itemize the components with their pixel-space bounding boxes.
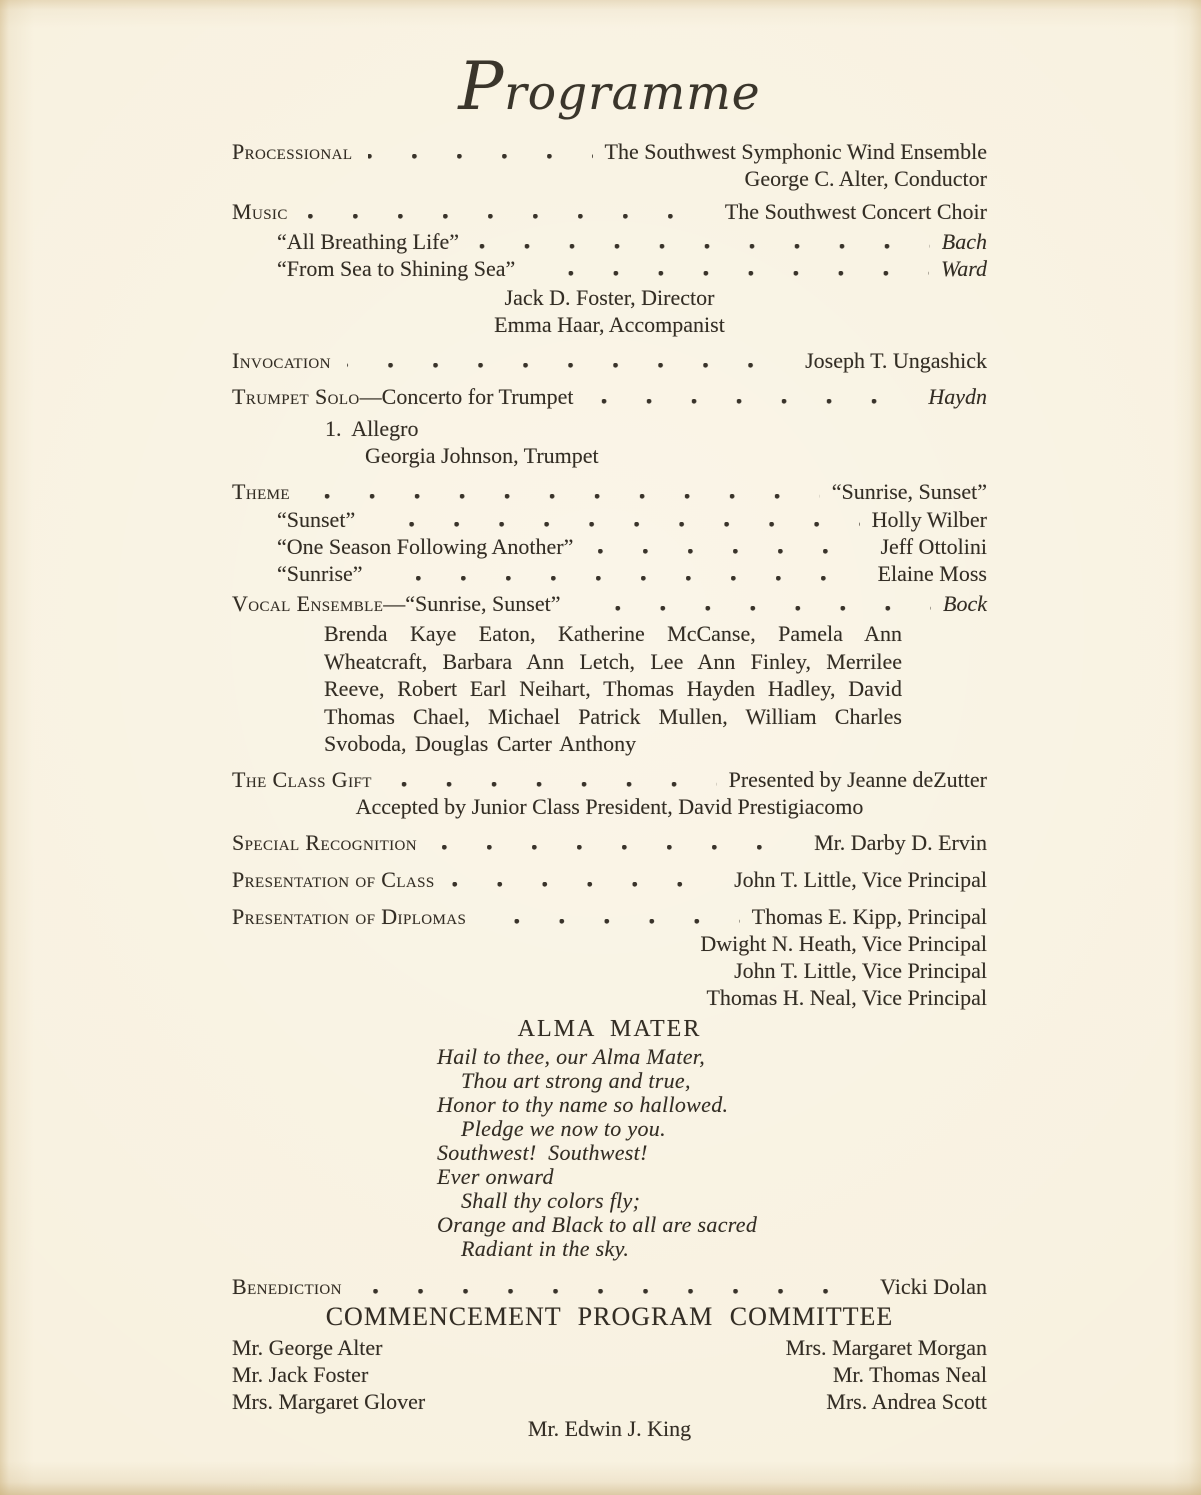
verse-line: Thou art strong and true, bbox=[461, 1067, 691, 1093]
theme-item-row bbox=[232, 560, 987, 587]
class-gift-accepted: Accepted by Junior Class President, David Prestigiacomo bbox=[355, 793, 864, 819]
dot-leader bbox=[417, 829, 814, 856]
committee-member-center: Mr. Edwin J. King bbox=[527, 1415, 692, 1441]
committee-member: Mr. Jack Foster bbox=[232, 1361, 369, 1387]
theme-item-title: “Sunrise” bbox=[277, 561, 363, 586]
committee-member: Mr. Thomas Neal bbox=[832, 1361, 987, 1387]
dot-leader bbox=[573, 533, 880, 560]
dot-leader bbox=[352, 138, 604, 165]
row-label: Invocation bbox=[232, 348, 331, 373]
dot-leader bbox=[435, 866, 735, 893]
row-value: Mr. Darby D. Ervin bbox=[814, 829, 987, 855]
row-label: Processional bbox=[232, 139, 353, 164]
verse-line: Radiant in the sky. bbox=[461, 1235, 630, 1261]
row-label: Special Recognition bbox=[232, 829, 417, 855]
verse-line: Southwest! Southwest! bbox=[437, 1139, 648, 1165]
dot-leader bbox=[363, 560, 878, 587]
row-label-detail: —Concerto for Trumpet bbox=[359, 384, 574, 409]
program-row-trumpet-solo bbox=[232, 383, 987, 410]
row-label: Theme bbox=[232, 479, 290, 504]
processional-conductor: George C. Alter, Conductor bbox=[744, 166, 987, 191]
piece-title: “All Breathing Life” bbox=[277, 229, 460, 254]
row-value: Bock bbox=[943, 591, 987, 616]
row-value: John T. Little, Vice Principal bbox=[734, 866, 987, 892]
committee-member: Mrs. Margaret Morgan bbox=[785, 1334, 987, 1360]
verse-line: Orange and Black to all are sacred bbox=[437, 1211, 758, 1237]
piece-composer: Ward bbox=[940, 256, 987, 281]
row-label: Vocal Ensemble bbox=[232, 591, 384, 616]
page-title: Programme bbox=[458, 47, 761, 125]
theme-item-person: Holly Wilber bbox=[871, 507, 987, 532]
row-value: The Southwest Concert Choir bbox=[724, 199, 987, 224]
committee-member: Mrs. Margaret Glover bbox=[232, 1388, 426, 1414]
row-label: Trumpet Solo bbox=[232, 384, 360, 409]
verse-line: Shall thy colors fly; bbox=[461, 1187, 641, 1213]
vocal-ensemble-members: Brenda Kaye Eaton, Katherine McCanse, Pamela Ann Wheatcraft, Barbara Ann Letch, Lee Ann Finley, Merrilee Reeve, Robert Earl Neihart, Thomas Hayden Hadley, David Thomas Chael, Michael Patrick Mullen, William Charles Svoboda, Douglas Carter Anthony bbox=[324, 621, 902, 756]
program-row-benediction bbox=[232, 1273, 987, 1300]
dot-leader bbox=[290, 478, 832, 505]
row-label: Benediction bbox=[232, 1273, 342, 1299]
committee-columns bbox=[232, 1334, 987, 1415]
trumpet-performer: Georgia Johnson, Trumpet bbox=[365, 443, 599, 468]
row-label: Music bbox=[232, 199, 288, 224]
music-credit: Jack D. Foster, Director bbox=[504, 285, 715, 310]
dot-leader bbox=[459, 228, 942, 255]
piece-composer: Bach bbox=[941, 229, 987, 254]
row-label-detail: —“Sunrise, Sunset” bbox=[383, 591, 561, 616]
alma-mater-verse bbox=[437, 1045, 987, 1261]
program-row-class-gift bbox=[232, 766, 987, 793]
music-credit: Emma Haar, Accompanist bbox=[494, 312, 725, 337]
row-label: The Class Gift bbox=[232, 766, 372, 792]
row-value: Haydn bbox=[928, 384, 987, 409]
piece-title: “From Sea to Shining Sea” bbox=[277, 256, 516, 281]
row-value: The Southwest Symphonic Wind Ensemble bbox=[604, 139, 987, 164]
program-row-special-recognition bbox=[232, 829, 987, 856]
dot-leader bbox=[574, 383, 929, 410]
dot-leader bbox=[342, 1273, 880, 1300]
diplomas-presenter: Dwight N. Heath, Vice Principal bbox=[700, 930, 987, 956]
program-row-vocal-ensemble bbox=[232, 590, 987, 617]
dot-leader bbox=[355, 506, 871, 533]
program-row-processional bbox=[232, 138, 987, 165]
program-row-music bbox=[232, 198, 987, 225]
diplomas-presenter: Thomas H. Neal, Vice Principal bbox=[706, 984, 987, 1010]
theme-item-person: Jeff Ottolini bbox=[880, 534, 987, 559]
row-value: Thomas E. Kipp, Principal bbox=[751, 903, 987, 929]
dot-leader bbox=[372, 766, 729, 793]
committee-left-column bbox=[232, 1334, 425, 1415]
music-piece-row bbox=[232, 255, 987, 282]
dot-leader bbox=[466, 903, 752, 930]
committee-heading: COMMENCEMENT PROGRAM COMMITTEE bbox=[325, 1301, 894, 1331]
dot-leader bbox=[288, 198, 725, 225]
music-piece-row bbox=[232, 228, 987, 255]
verse-line: Honor to thy name so hallowed. bbox=[437, 1091, 729, 1117]
dot-leader bbox=[560, 590, 943, 617]
dot-leader bbox=[331, 347, 805, 374]
theme-item-title: “One Season Following Another” bbox=[277, 534, 574, 559]
row-label: Presentation of Diplomas bbox=[232, 903, 467, 929]
row-value: “Sunrise, Sunset” bbox=[831, 479, 987, 504]
committee-member: Mr. George Alter bbox=[232, 1334, 383, 1360]
row-value: Vicki Dolan bbox=[880, 1273, 987, 1299]
dot-leader bbox=[515, 255, 941, 282]
theme-item-person: Elaine Moss bbox=[877, 561, 987, 586]
verse-line: Ever onward bbox=[437, 1163, 554, 1189]
row-value: Joseph T. Ungashick bbox=[805, 348, 987, 373]
verse-line: Pledge we now to you. bbox=[461, 1115, 666, 1141]
program-row-theme bbox=[232, 478, 987, 505]
row-value: Presented by Jeanne deZutter bbox=[728, 766, 987, 792]
theme-item-title: “Sunset” bbox=[277, 507, 356, 532]
theme-item-row bbox=[232, 533, 987, 560]
trumpet-movement: 1. Allegro bbox=[325, 416, 419, 441]
alma-mater-heading: ALMA MATER bbox=[517, 1015, 702, 1042]
program-row-presentation-of-diplomas bbox=[232, 903, 987, 930]
verse-line: Hail to thee, our Alma Mater, bbox=[437, 1043, 705, 1069]
diplomas-presenter: John T. Little, Vice Principal bbox=[734, 957, 987, 983]
committee-right-column bbox=[786, 1334, 987, 1415]
theme-item-row bbox=[232, 506, 987, 533]
committee-member: Mrs. Andrea Scott bbox=[826, 1388, 987, 1414]
program-row-invocation bbox=[232, 347, 987, 374]
program-row-presentation-of-class bbox=[232, 866, 987, 893]
row-label: Presentation of Class bbox=[232, 866, 435, 892]
